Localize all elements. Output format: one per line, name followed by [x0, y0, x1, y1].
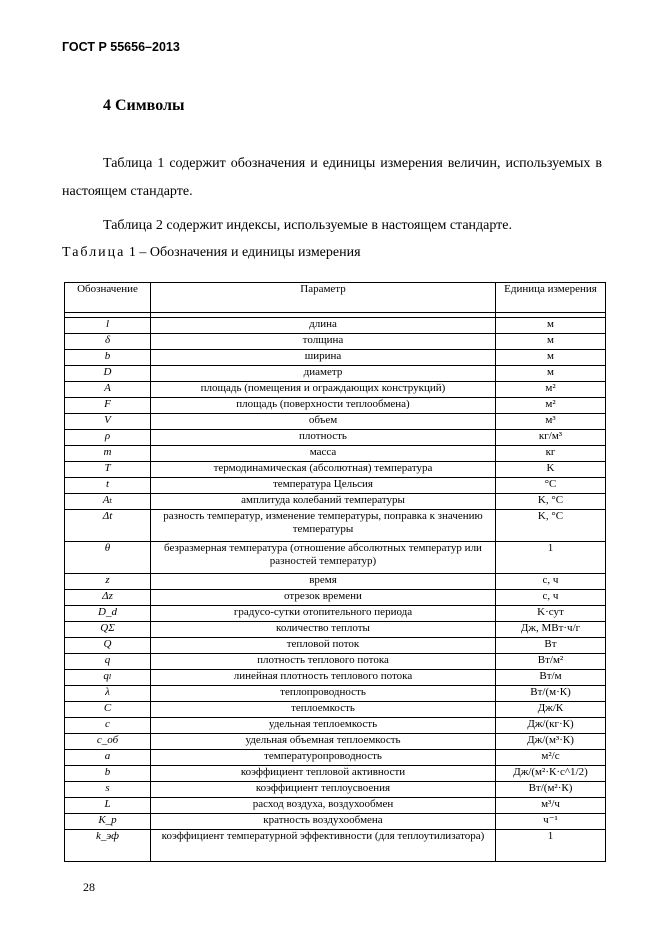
table-row [65, 574, 606, 590]
table-row [65, 670, 606, 686]
row-unit: м [496, 350, 606, 366]
row-unit: м² [496, 382, 606, 398]
row-parameter: длина [151, 318, 496, 334]
row-symbol: b [65, 766, 151, 782]
row-unit: 1 [496, 542, 606, 574]
row-unit: Дж, МВт·ч/г [496, 622, 606, 638]
row-symbol: A [65, 382, 151, 398]
table-caption-word: Таблица [62, 245, 126, 260]
row-symbol: Aₜ [65, 494, 151, 510]
row-symbol: D_d [65, 606, 151, 622]
row-unit: м³ [496, 414, 606, 430]
row-parameter: кратность воздухообмена [151, 814, 496, 830]
row-parameter: масса [151, 446, 496, 462]
table-row [65, 510, 606, 542]
row-symbol: z [65, 574, 151, 590]
row-unit: м [496, 366, 606, 382]
row-unit: Вт/(м²·К) [496, 782, 606, 798]
row-parameter: теплопроводность [151, 686, 496, 702]
table-row [65, 398, 606, 414]
table-row [65, 478, 606, 494]
row-unit: 1 [496, 830, 606, 862]
row-symbol: t [65, 478, 151, 494]
row-parameter: расход воздуха, воздухообмен [151, 798, 496, 814]
row-parameter: коэффициент тепловой активности [151, 766, 496, 782]
row-parameter: коэффициент теплоусвоения [151, 782, 496, 798]
table-row [65, 718, 606, 734]
row-parameter: разность температур, изменение температуры, поправка к значению температуры [151, 510, 496, 542]
table-row [65, 814, 606, 830]
paragraph-1: Таблица 1 содержит обозначения и единицы измерения величин, используемых в настоящем стандарте. [62, 156, 602, 199]
table-row [65, 366, 606, 382]
row-unit: °C [496, 478, 606, 494]
table-row [65, 734, 606, 750]
row-symbol: T [65, 462, 151, 478]
row-symbol: V [65, 414, 151, 430]
row-parameter: температура Цельсия [151, 478, 496, 494]
row-symbol: m [65, 446, 151, 462]
page-number: 28 [83, 880, 95, 894]
header-unit: Единица измерения [496, 283, 606, 313]
row-symbol: Δz [65, 590, 151, 606]
row-unit: K, °C [496, 494, 606, 510]
table-header-row [65, 283, 606, 313]
row-parameter: плотность теплового потока [151, 654, 496, 670]
row-parameter: площадь (поверхности теплообмена) [151, 398, 496, 414]
table-row [65, 590, 606, 606]
table-row [65, 654, 606, 670]
row-unit: Дж/(м³·К) [496, 734, 606, 750]
table-row [65, 622, 606, 638]
document-header: ГОСТ Р 55656–2013 [62, 40, 180, 54]
table-row [65, 334, 606, 350]
row-symbol: l [65, 318, 151, 334]
row-parameter: количество теплоты [151, 622, 496, 638]
row-unit: Вт/м [496, 670, 606, 686]
table-caption [62, 245, 361, 261]
row-symbol: k_эф [65, 830, 151, 862]
table-row [65, 766, 606, 782]
row-symbol: b [65, 350, 151, 366]
row-parameter: коэффициент температурной эффективности (для теплоутилизатора) [151, 830, 496, 862]
row-parameter: диаметр [151, 366, 496, 382]
row-unit: м²/с [496, 750, 606, 766]
row-unit: Дж/(кг·К) [496, 718, 606, 734]
row-symbol: K_p [65, 814, 151, 830]
row-unit: Дж/К [496, 702, 606, 718]
table-row [65, 350, 606, 366]
header-parameter: Параметр [151, 283, 496, 313]
table-row [65, 798, 606, 814]
row-unit: с, ч [496, 574, 606, 590]
row-symbol: θ [65, 542, 151, 574]
row-parameter: температуропроводность [151, 750, 496, 766]
row-unit: м [496, 318, 606, 334]
row-symbol: Q [65, 638, 151, 654]
row-symbol: c_об [65, 734, 151, 750]
row-parameter: плотность [151, 430, 496, 446]
row-unit: Дж/(м²·К·с^1/2) [496, 766, 606, 782]
row-symbol: C [65, 702, 151, 718]
table-row [65, 494, 606, 510]
row-parameter: термодинамическая (абсолютная) температура [151, 462, 496, 478]
row-symbol: L [65, 798, 151, 814]
table-row [65, 830, 606, 862]
table-row [65, 446, 606, 462]
table-caption-rest: 1 – Обозначения и единицы измерения [125, 245, 361, 260]
row-symbol: QΣ [65, 622, 151, 638]
table-row [65, 542, 606, 574]
row-symbol: ρ [65, 430, 151, 446]
row-symbol: F [65, 398, 151, 414]
row-unit: K, °C [496, 510, 606, 542]
table-row [65, 382, 606, 398]
row-unit: Вт/м² [496, 654, 606, 670]
row-parameter: время [151, 574, 496, 590]
row-parameter: толщина [151, 334, 496, 350]
row-parameter: площадь (помещения и ограждающих конструкций) [151, 382, 496, 398]
row-parameter: ширина [151, 350, 496, 366]
row-unit: кг/м³ [496, 430, 606, 446]
row-symbol: D [65, 366, 151, 382]
table-row [65, 782, 606, 798]
row-unit: Вт [496, 638, 606, 654]
header-symbol: Обозначение [65, 283, 151, 313]
row-symbol: λ [65, 686, 151, 702]
row-parameter: линейная плотность теплового потока [151, 670, 496, 686]
table-row [65, 606, 606, 622]
table-row [65, 318, 606, 334]
table-row [65, 430, 606, 446]
row-unit: м [496, 334, 606, 350]
row-unit: с, ч [496, 590, 606, 606]
row-unit: K [496, 462, 606, 478]
row-unit: ч⁻¹ [496, 814, 606, 830]
row-parameter: объем [151, 414, 496, 430]
row-unit: K·сут [496, 606, 606, 622]
row-parameter: градусо-сутки отопительного периода [151, 606, 496, 622]
row-symbol: δ [65, 334, 151, 350]
row-symbol: qₗ [65, 670, 151, 686]
section-title: 4 Символы [103, 97, 185, 114]
row-parameter: удельная теплоемкость [151, 718, 496, 734]
table-row [65, 638, 606, 654]
row-unit: Вт/(м·К) [496, 686, 606, 702]
table-row [65, 414, 606, 430]
row-parameter: тепловой поток [151, 638, 496, 654]
row-parameter: амплитуда колебаний температуры [151, 494, 496, 510]
row-parameter: теплоемкость [151, 702, 496, 718]
row-unit: м² [496, 398, 606, 414]
row-symbol: s [65, 782, 151, 798]
row-symbol: a [65, 750, 151, 766]
row-symbol: c [65, 718, 151, 734]
table-row [65, 686, 606, 702]
symbols-table-body [65, 283, 606, 862]
table-row [65, 462, 606, 478]
row-parameter: безразмерная температура (отношение абсолютных температур или разностей температур) [151, 542, 496, 574]
table-row [65, 750, 606, 766]
symbols-table [64, 282, 606, 862]
row-unit: м³/ч [496, 798, 606, 814]
row-parameter: отрезок времени [151, 590, 496, 606]
row-unit: кг [496, 446, 606, 462]
table-row [65, 702, 606, 718]
row-symbol: q [65, 654, 151, 670]
row-parameter: удельная объемная теплоемкость [151, 734, 496, 750]
row-symbol: Δt [65, 510, 151, 542]
paragraph-2: Таблица 2 содержит индексы, используемые в настоящем стандарте. [103, 218, 513, 233]
